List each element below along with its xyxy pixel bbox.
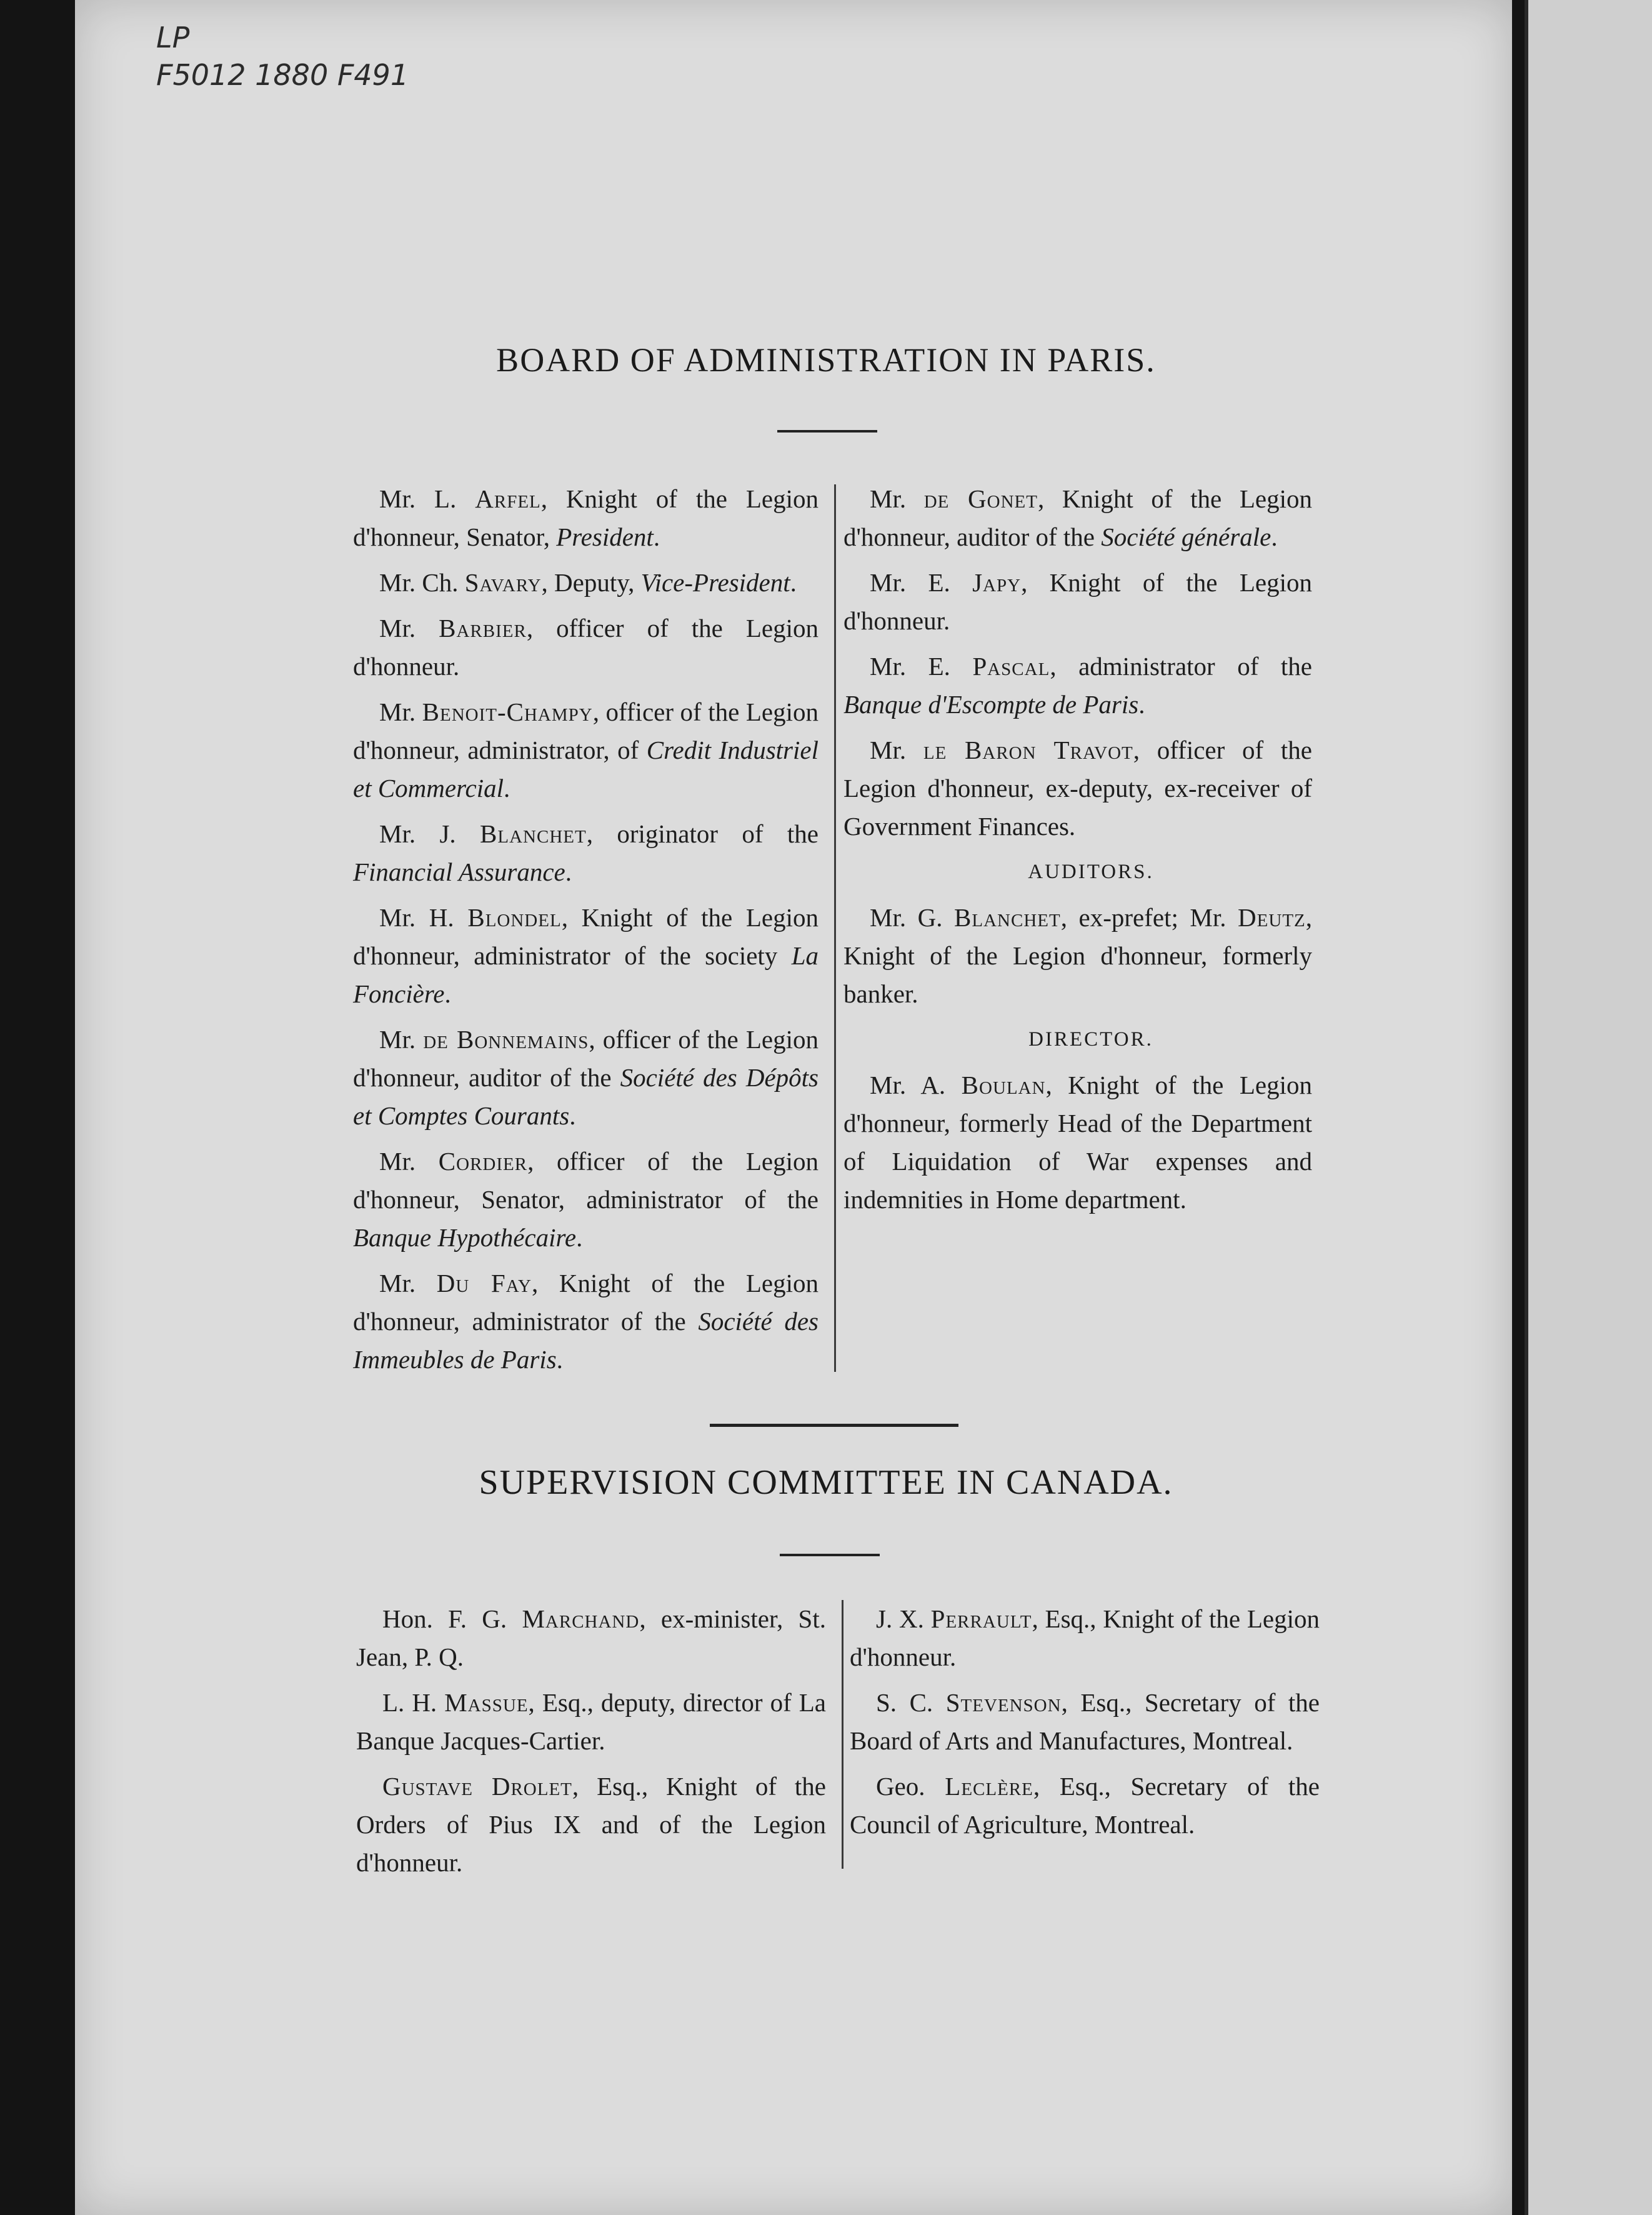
committee-entry: Hon. F. G. Marchand, ex-minister, St. Jean, P. Q. — [356, 1604, 826, 1671]
committee-column-left — [356, 1600, 826, 1889]
committee-entry: L. H. Massue, Esq., deputy, director of La Banque Jacques-Cartier. — [356, 1688, 826, 1755]
adjacent-page-edge — [1525, 0, 1652, 2215]
member-entry: Mr. H. Blondel, Knight of the Legion d'honneur, administrator of the society La Foncière. — [353, 903, 819, 1008]
board-column-right — [843, 480, 1312, 1226]
auditor-entry: Mr. G. Blanchet, ex-prefet; Mr. Deutz, Knight of the Legion d'honneur, formerly banker. — [843, 903, 1312, 1008]
section-divider — [710, 1424, 958, 1427]
committee-title-rule — [780, 1554, 880, 1556]
member-entry: Mr. de Gonet, Knight of the Legion d'honneur, auditor of the Société générale. — [843, 484, 1312, 551]
member-entry: Mr. J. Blanchet, originator of the Financial Assurance. — [353, 819, 819, 886]
committee-title: SUPERVISION COMMITTEE IN CANADA. — [479, 1463, 1173, 1502]
committee-entry: Gustave Drolet, Esq., Knight of the Orders of Pius IX and of the Legion d'honneur. — [356, 1772, 826, 1877]
member-entry: Mr. E. Japy, Knight of the Legion d'honneur. — [843, 568, 1312, 635]
member-entry: Mr. Ch. Savary, Deputy, Vice-President. — [379, 568, 797, 597]
committee-entry: Geo. Leclère, Esq., Secretary of the Council of Agriculture, Montreal. — [850, 1772, 1320, 1839]
member-entry: Mr. Du Fay, Knight of the Legion d'honneur, administrator of the Société des Immeubles de Paris. — [353, 1269, 819, 1374]
board-title: BOARD OF ADMINISTRATION IN PARIS. — [496, 341, 1156, 379]
handwritten-line-1: LP — [156, 21, 190, 54]
member-entry: Mr. le Baron Travot, officer of the Legion d'honneur, ex-deputy, ex-receiver of Government Finances. — [843, 736, 1313, 841]
committee-entry: S. C. Stevenson, Esq., Secretary of the Board of Arts and Manufactures, Montreal. — [850, 1688, 1320, 1755]
board-column-left — [353, 480, 819, 1386]
member-entry: Mr. L. Arfel, Knight of the Legion d'honneur, Senator, President. — [353, 484, 819, 551]
handwritten-line-2: F5012 1880 F491 — [156, 58, 409, 92]
member-entry: Mr. Benoit-Champy, officer of the Legion d'honneur, administrator, of Credit Industriel et Commercial. — [353, 698, 819, 802]
member-entry: Mr. Cordier, officer of the Legion d'honneur, Senator, administrator of the Banque Hypothécaire. — [353, 1147, 819, 1252]
member-entry: Mr. E. Pascal, administrator of the Banque d'Escompte de Paris. — [843, 652, 1312, 719]
director-entry: Mr. A. Boulan, Knight of the Legion d'honneur, formerly Head of the Department of Liquidation of War expenses and indemnities in Home department. — [843, 1071, 1312, 1214]
committee-column-right — [850, 1600, 1320, 1851]
member-entry: Mr. de Bonnemains, officer of the Legion d'honneur, auditor of the Société des Dépôts et Comptes Courants. — [353, 1025, 819, 1130]
director-heading: DIRECTOR. — [1028, 1028, 1153, 1051]
member-entry: Mr. Barbier, officer of the Legion d'honneur. — [353, 614, 819, 681]
title-rule — [777, 430, 877, 432]
column-divider — [834, 484, 836, 1372]
committee-entry: J. X. Perrault, Esq., Knight of the Legion d'honneur. — [850, 1604, 1320, 1671]
auditors-heading: AUDITORS. — [1028, 861, 1154, 883]
committee-column-divider — [842, 1600, 843, 1869]
handwritten-catalog-note — [156, 19, 719, 106]
